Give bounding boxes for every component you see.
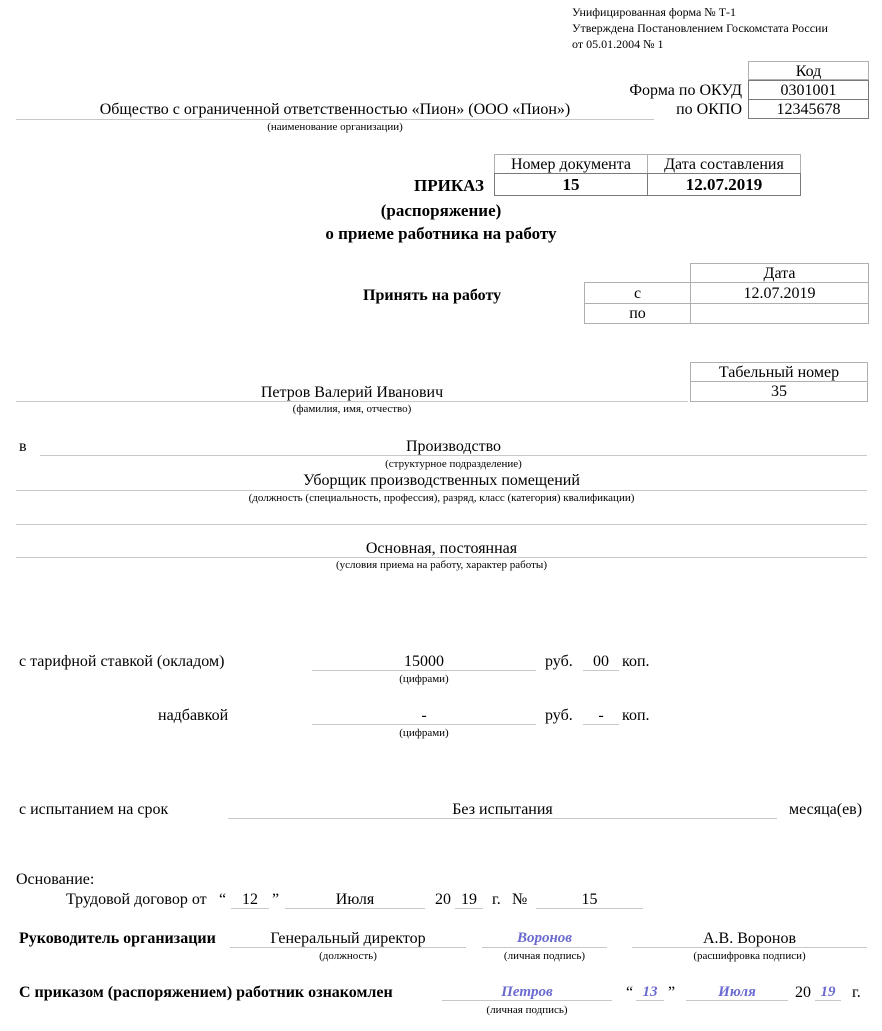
acquainted-quote-close: ” — [668, 984, 676, 1001]
position-line — [16, 490, 867, 491]
okud-label: Форма по ОКУД — [629, 82, 742, 99]
doc-number: 15 — [562, 175, 580, 194]
basis-contract-label: Трудовой договор от — [66, 891, 207, 908]
basis-day-line — [231, 908, 269, 909]
basis-year-prefix: 20 — [435, 891, 451, 908]
basis-label: Основание: — [16, 871, 95, 888]
hire-date-header-cell: Дата — [690, 263, 869, 283]
position-value: Уборщик производственных помещений — [303, 472, 580, 489]
order-title: ПРИКАЗ — [414, 176, 484, 195]
head-decoding: А.В. Воронов — [702, 930, 796, 947]
basis-month: Июля — [335, 891, 375, 908]
salary-kop-value: 00 — [593, 653, 609, 670]
basis-quote-open: “ — [219, 891, 227, 908]
conditions-value: Основная, постоянная — [365, 540, 518, 557]
bonus-kop-line — [583, 724, 619, 725]
okud-value-cell — [748, 80, 869, 100]
okpo-value: 12345678 — [776, 101, 841, 118]
doc-date-cell — [647, 173, 801, 196]
bonus-kop-label: коп. — [622, 707, 650, 724]
salary-rub-line — [312, 670, 536, 671]
bonus-rub-label: руб. — [545, 707, 573, 724]
basis-month-line — [285, 908, 425, 909]
basis-year-label: г. — [492, 891, 501, 908]
organization-caption: (наименование организации) — [267, 121, 403, 133]
acquainted-month: Июля — [718, 984, 756, 1000]
department-value: Производство — [405, 438, 502, 455]
employee-name-caption: (фамилия, имя, отчество) — [292, 403, 412, 415]
probation-label: с испытанием на срок — [19, 801, 169, 818]
employee-name: Петров Валерий Иванович — [260, 384, 444, 401]
acquainted-year-label: г. — [852, 984, 861, 1001]
probation-line — [228, 818, 777, 819]
salary-rub-value: 15000 — [404, 653, 444, 670]
form-header-line3: от 05.01.2004 № 1 — [572, 37, 664, 51]
hire-label: Принять на работу — [363, 287, 502, 304]
order-purpose: о приеме работника на работу — [325, 224, 557, 243]
head-label: Руководитель организации — [19, 930, 216, 947]
basis-year-line — [455, 908, 483, 909]
head-decoding-line — [632, 947, 867, 948]
code-header-cell: Код — [748, 61, 869, 80]
acquainted-quote-open: “ — [626, 984, 634, 1001]
hire-to-value-cell — [690, 303, 869, 324]
hire-from-value: 12.07.2019 — [743, 285, 816, 302]
head-position: Генеральный директор — [270, 930, 426, 947]
basis-quote-close: ” — [272, 891, 280, 908]
order-subtitle: (распоряжение) — [380, 201, 502, 220]
doc-number-cell — [494, 173, 648, 196]
basis-number-line — [536, 908, 643, 909]
doc-date: 12.07.2019 — [685, 175, 763, 194]
doc-date-header-cell: Дата составления — [647, 154, 801, 174]
acquainted-year-line — [815, 1000, 841, 1001]
conditions-caption: (условия приема на работу, характер работы) — [336, 559, 547, 571]
bonus-rub-line — [312, 724, 536, 725]
organization-name: Общество с ограниченной ответственностью «Пион» (ООО «Пион») — [99, 101, 571, 118]
salary-kop-line — [583, 670, 619, 671]
probation-value: Без испытания — [452, 801, 553, 818]
acquainted-signature: Петров — [501, 984, 553, 1000]
acquainted-day: 13 — [642, 984, 658, 1000]
okpo-value-cell — [748, 99, 869, 119]
department-line — [40, 455, 867, 456]
basis-day: 12 — [242, 891, 258, 908]
tab-number-cell — [690, 381, 868, 402]
acquainted-label: С приказом (распоряжением) работник ознакомлен — [19, 984, 393, 1001]
employee-name-line — [16, 401, 688, 402]
basis-number-label: № — [512, 891, 528, 908]
bonus-rub-value: - — [421, 707, 427, 724]
acquainted-day-line — [636, 1000, 664, 1001]
conditions-line — [16, 557, 867, 558]
acquainted-year-prefix: 20 — [795, 984, 811, 1001]
salary-kop-label: коп. — [622, 653, 650, 670]
probation-unit: месяца(ев) — [789, 801, 863, 818]
tab-number: 35 — [771, 383, 787, 400]
basis-year-suffix: 19 — [461, 891, 477, 908]
acquainted-year-suffix: 19 — [820, 984, 836, 1000]
basis-number: 15 — [581, 891, 598, 908]
hire-to-label-cell: по — [584, 303, 691, 324]
department-prefix: в — [19, 438, 27, 455]
head-position-caption: (должность) — [319, 950, 377, 962]
acquainted-month-line — [686, 1000, 788, 1001]
organization-line — [16, 119, 654, 120]
head-position-line — [230, 947, 466, 948]
head-signature-caption: (личная подпись) — [503, 950, 586, 962]
position-caption: (должность (специальность, профессия), разряд, класс (категория) квалификации) — [248, 492, 635, 504]
head-signature-line — [482, 947, 607, 948]
okud-value: 0301001 — [780, 82, 837, 99]
bonus-label: надбавкой — [158, 707, 229, 724]
department-caption: (структурное подразделение) — [385, 458, 522, 470]
position-extra-line — [16, 524, 867, 525]
doc-number-header-cell: Номер документа — [494, 154, 648, 174]
form-header-line1: Унифицированная форма № Т-1 — [572, 5, 737, 19]
okpo-label: по ОКПО — [676, 101, 742, 118]
hire-from-value-cell — [690, 282, 869, 304]
bonus-kop-value: - — [598, 707, 604, 724]
head-signature: Воронов — [516, 930, 573, 946]
salary-caption: (цифрами) — [399, 673, 449, 685]
tab-number-header-cell: Табельный номер — [690, 362, 868, 382]
acquainted-signature-caption: (личная подпись) — [486, 1004, 568, 1016]
form-header-line2: Утверждена Постановлением Госкомстата России — [572, 21, 828, 35]
salary-rub-label: руб. — [545, 653, 573, 670]
hire-from-label-cell: с — [584, 282, 691, 304]
bonus-caption: (цифрами) — [399, 727, 449, 739]
head-decoding-caption: (расшифровка подписи) — [693, 950, 806, 962]
salary-label: с тарифной ставкой (окладом) — [19, 653, 225, 670]
acquainted-signature-line — [442, 1000, 612, 1001]
